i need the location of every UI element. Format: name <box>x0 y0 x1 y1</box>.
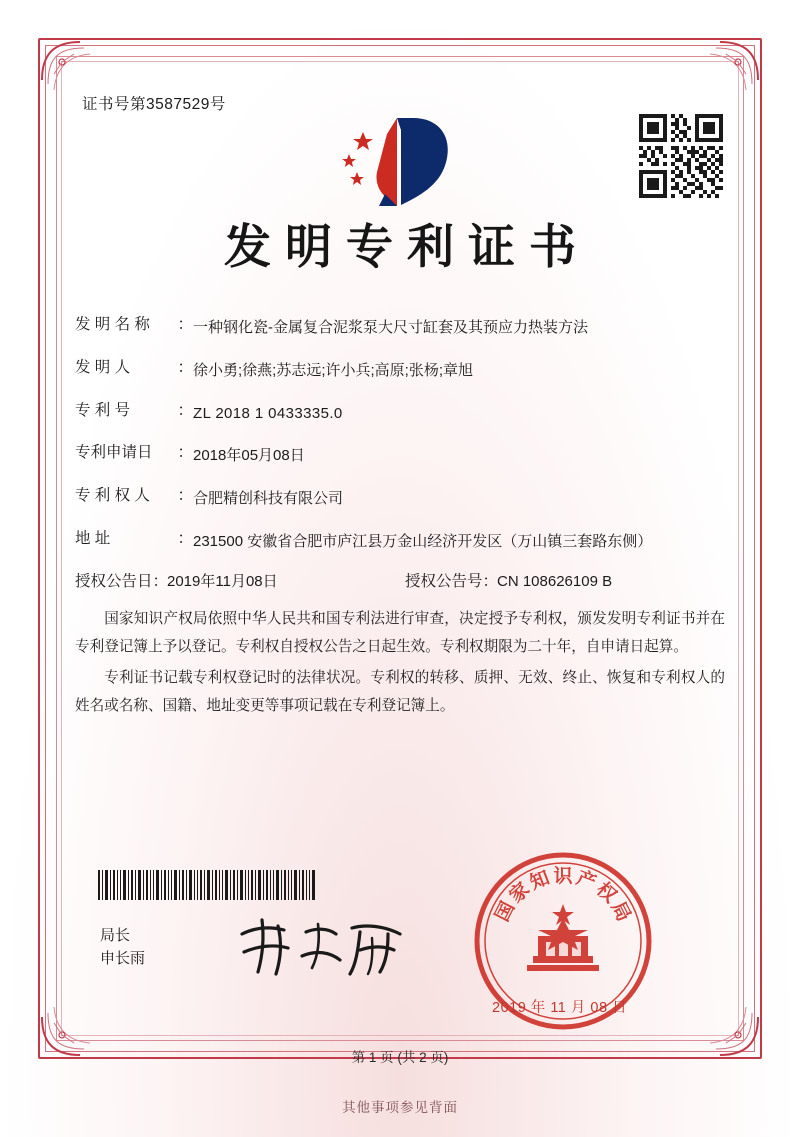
qr-code-icon <box>639 114 723 198</box>
field-address <box>75 531 725 553</box>
certificate-number: 证书号第3587529号 <box>82 96 226 113</box>
field-label: 专利申请日 ： <box>75 444 193 462</box>
svg-text:产: 产 <box>573 866 600 894</box>
colon: ： <box>177 401 193 419</box>
field-value: 徐小勇;徐燕;苏志远;许小兵;高原;张杨;章旭 <box>193 361 474 379</box>
field-label: 发 明 人 ： <box>75 358 193 376</box>
colon: ： <box>177 316 193 333</box>
legal-text <box>75 605 725 721</box>
field-value: 2018年05月08日 <box>193 447 305 465</box>
signature-block <box>100 924 145 971</box>
colon: ： <box>177 487 193 504</box>
svg-text:识: 识 <box>553 865 573 887</box>
colon: ： <box>177 444 193 462</box>
page-title: 发明专利证书 <box>224 220 590 275</box>
paragraph-2: 专利证书记载专利权登记时的法律状况。专利权的转移、质押、无效、终止、恢复和专利权人的姓名或名称、国籍、地址变更等事项记载在专利登记簿上。 <box>75 669 725 715</box>
paragraph-1: 国家知识产权局依照中华人民共和国专利法进行审查，决定授予专利权，颁发发明专利证书并在专利登记簿上予以登记。专利权自授权公告之日起生效。专利权期限为二十年，自申请日起算。 <box>75 611 725 656</box>
footer-note: 其他事项参见背面 <box>342 1100 458 1115</box>
svg-text:权: 权 <box>592 878 621 908</box>
field-inventors <box>75 360 725 382</box>
announcement-date <box>75 574 405 590</box>
field-value: 合肥精创科技有限公司 <box>193 490 344 507</box>
svg-text:国: 国 <box>490 898 520 925</box>
barcode-icon <box>98 870 316 900</box>
colon: ： <box>177 358 193 376</box>
field-patentee <box>75 488 725 510</box>
field-announcement <box>75 574 725 590</box>
field-application-date <box>75 445 725 467</box>
field-label: 专 利 号 ： <box>75 401 193 419</box>
svg-text:知: 知 <box>526 866 553 894</box>
page-number: 第 1 页 (共 2 页) <box>351 1050 449 1065</box>
svg-text:家: 家 <box>505 878 534 908</box>
field-label: 发 明 名 称 ： <box>75 316 193 333</box>
field-value: 一种钢化瓷-金属复合泥浆泵大尺寸缸套及其预应力热装方法 <box>193 319 588 336</box>
seal-date: 2019 年 11 月 08 日 <box>492 1000 628 1016</box>
field-label: 地 址 ： <box>75 529 193 547</box>
field-value: ZL 2018 1 0433335.0 <box>193 404 343 422</box>
field-invention-name <box>75 317 725 339</box>
colon: ： <box>152 572 169 590</box>
cnipa-logo-icon <box>335 110 465 215</box>
field-patent-number <box>75 403 725 425</box>
svg-text:局: 局 <box>606 898 636 925</box>
certificate-content <box>75 92 725 723</box>
field-label: 专 利 权 人 ： <box>75 487 193 504</box>
colon: ： <box>177 529 193 547</box>
announcement-number <box>405 574 612 590</box>
signatory-role: 局长 <box>100 927 131 944</box>
field-value: 231500 安徽省合肥市庐江县万金山经济开发区（万山镇三套路东侧） <box>193 532 653 550</box>
field-value: CN 108626109 B <box>497 572 613 590</box>
field-value: 2019年11月08日 <box>167 572 278 590</box>
signatory-name: 申长雨 <box>100 950 146 968</box>
field-label: 授权公告号 ： <box>405 572 499 590</box>
field-list <box>75 317 725 589</box>
field-label: 授权公告日 ： <box>75 572 169 590</box>
handwritten-signature <box>232 912 422 982</box>
colon: ： <box>482 572 499 590</box>
